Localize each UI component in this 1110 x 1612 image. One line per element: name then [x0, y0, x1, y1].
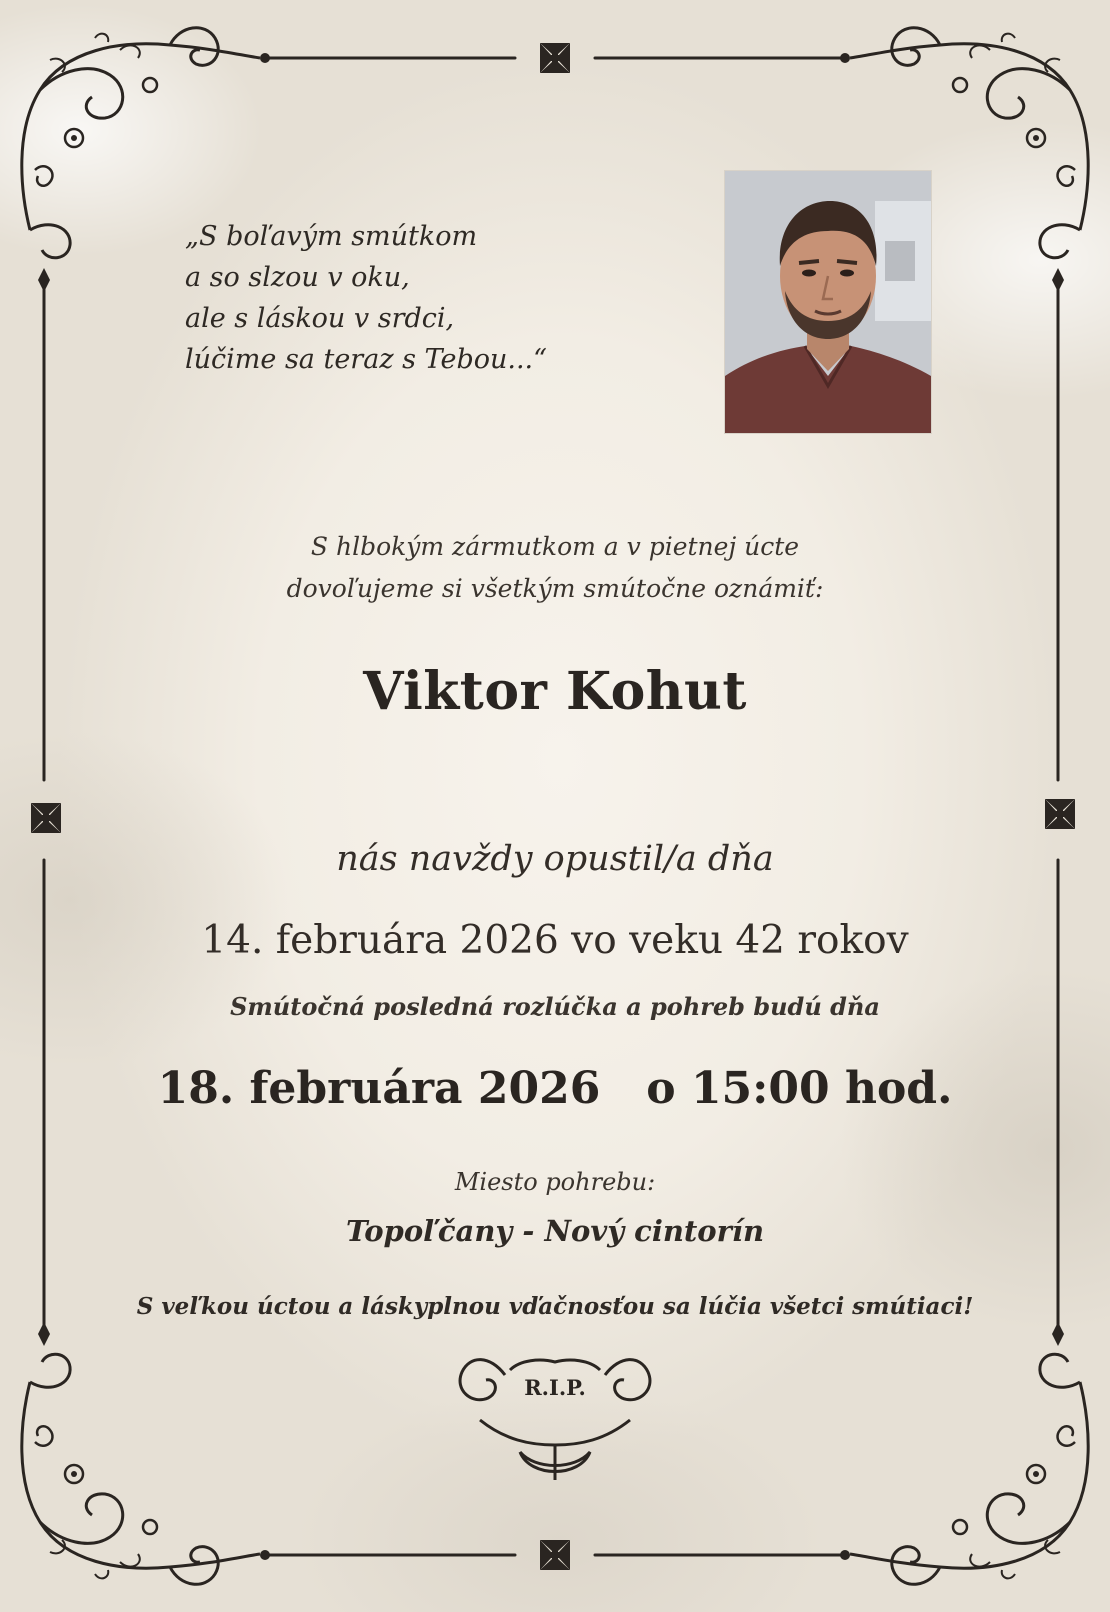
announcement-intro — [0, 526, 1110, 610]
portrait-photo-icon — [725, 171, 931, 433]
quote-line: a so slzou v oku, — [185, 262, 410, 293]
quote-line: „S boľavým smútkom — [185, 221, 478, 252]
quote-line: lúčime sa teraz s Tebou...“ — [185, 344, 547, 375]
intro-line-2: dovoľujeme si všetkým smútočne oznámiť: — [286, 574, 824, 603]
deceased-name: Viktor Kohut — [363, 661, 747, 722]
corner-flourish-bottom-left — [22, 1354, 260, 1584]
corner-flourish-bottom-right — [850, 1354, 1088, 1584]
funeral-place-label: Miesto pohrebu: — [454, 1168, 656, 1196]
intro-line-1: S hlbokým zármutkom a v pietnej úcte — [310, 532, 800, 561]
funeral-datetime: 18. februára 2026 o 15:00 hod. — [157, 1063, 953, 1114]
funeral-label: Smútočná posledná rozlúčka a pohreb budú dňa — [230, 992, 880, 1021]
funeral-place: Topoľčany - Nový cintorín — [345, 1214, 765, 1248]
opening-quote — [185, 216, 547, 380]
rip-label: R.I.P. — [524, 1375, 586, 1400]
closing-message: S veľkou úctou a láskyplnou vďačnosťou sa lúčia všetci smútiaci! — [136, 1293, 974, 1320]
death-date-age: 14. februára 2026 vo veku 42 rokov — [201, 918, 909, 963]
portrait-photo — [724, 170, 932, 434]
quote-line: ale s láskou v srdci, — [185, 303, 455, 334]
passed-away-phrase: nás navždy opustil/a dňa — [336, 839, 774, 879]
